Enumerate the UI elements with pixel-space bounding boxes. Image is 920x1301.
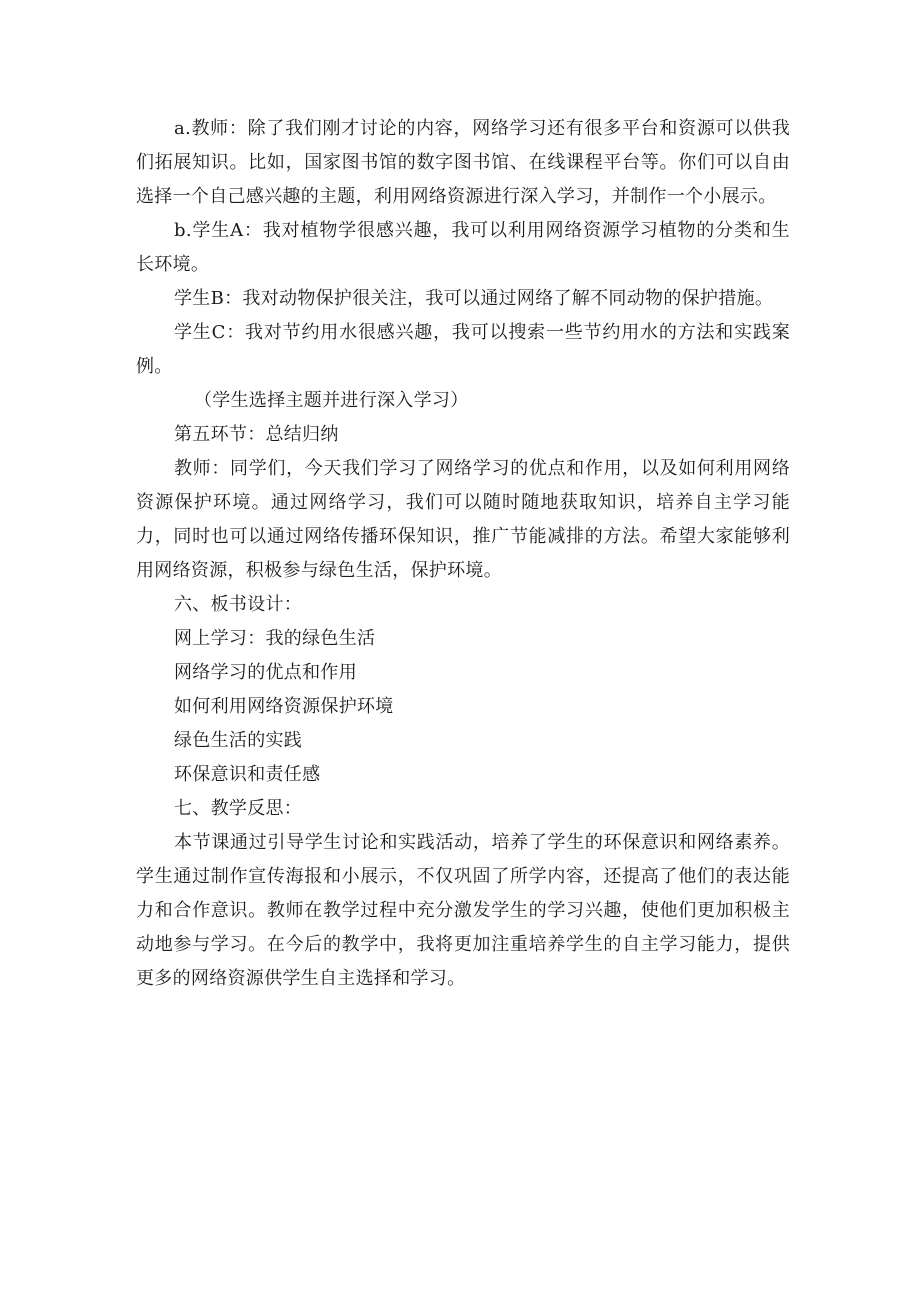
paragraph-student-activity-note: （学生选择主题并进行深入学习） bbox=[194, 390, 469, 411]
board-item-title: 网上学习：我的绿色生活 bbox=[174, 628, 376, 649]
board-item-green-practice: 绿色生活的实践 bbox=[174, 730, 303, 751]
section-heading-summary: 第五环节：总结归纳 bbox=[174, 424, 339, 445]
board-item-responsibility: 环保意识和责任感 bbox=[174, 764, 321, 785]
paragraph-student-a: b.学生A：我对植物学很感兴趣，我可以利用网络资源学习植物的分类和生长环境。 bbox=[136, 220, 790, 275]
paragraph-reflection: 本节课通过引导学生讨论和实践活动，培养了学生的环保意识和网络素养。学生通过制作宣传海报和小展示，不仅巩固了所学内容，还提高了他们的表达能力和合作意识。教师在教学过程中充分激发学生的学习兴趣，使他们更加积极主动地参与学习。在今后的教学中，我将更加注重培养学生的自主学习能力，提供更多的网络资源供学生自主选择和学习。 bbox=[136, 832, 790, 989]
section-heading-reflection: 七、教学反思： bbox=[174, 798, 303, 819]
paragraph-teacher-summary: 教师：同学们，今天我们学习了网络学习的优点和作用，以及如何利用网络资源保护环境。通过网络学习，我们可以随时随地获取知识，培养自主学习能力，同时也可以通过网络传播环保知识，推广节能减排的方法。希望大家能够利用网络资源，积极参与绿色生活，保护环境。 bbox=[136, 458, 790, 581]
section-heading-board-design: 六、板书设计： bbox=[174, 594, 303, 615]
document-page bbox=[136, 112, 790, 996]
paragraph-student-b: 学生B：我对动物保护很关注，我可以通过网络了解不同动物的保护措施。 bbox=[174, 288, 774, 309]
board-item-protect-environment: 如何利用网络资源保护环境 bbox=[174, 696, 394, 717]
board-item-advantages: 网络学习的优点和作用 bbox=[174, 662, 357, 683]
paragraph-student-c: 学生C：我对节约用水很感兴趣，我可以搜索一些节约用水的方法和实践案例。 bbox=[136, 322, 790, 377]
paragraph-teacher-extend: a.教师：除了我们刚才讨论的内容，网络学习还有很多平台和资源可以供我们拓展知识。比如，国家图书馆的数字图书馆、在线课程平台等。你们可以自由选择一个自己感兴趣的主题，利用网络资源进行深入学习，并制作一个小展示。 bbox=[136, 118, 790, 207]
